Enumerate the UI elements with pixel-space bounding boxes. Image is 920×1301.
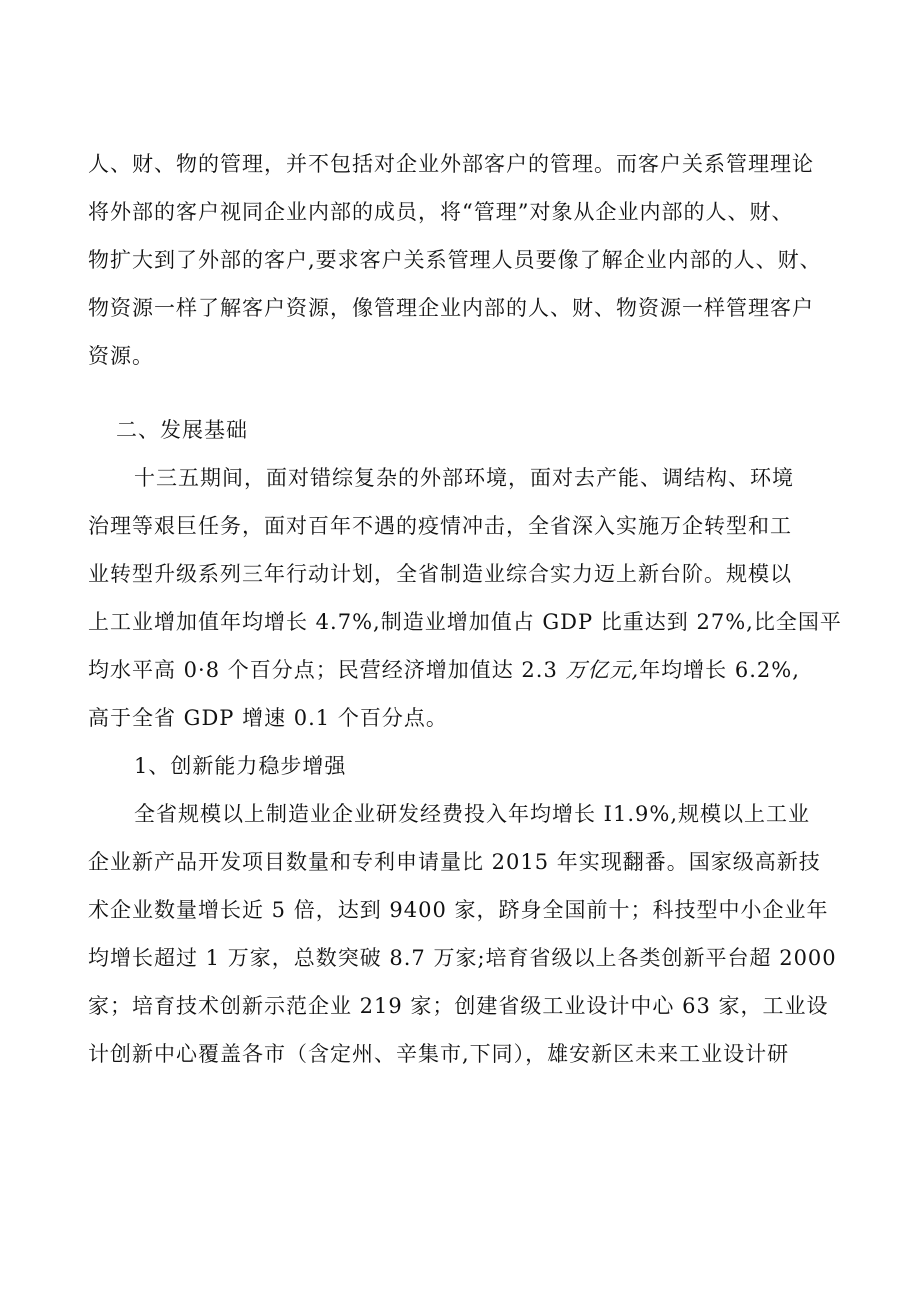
- document-body: [88, 140, 848, 1078]
- text-line: 家；培育技术创新示范企业 219 家；创建省级工业设计中心 63 家，工业设: [88, 994, 829, 1018]
- text-line: 上工业增加值年均增长 4.7%,制造业增加值占 GDP 比重达到 27%,比全国平: [88, 610, 842, 634]
- text-line: 全省规模以上制造业企业研发经费投入年均增长 I1.9%,规模以上工业: [134, 802, 810, 826]
- section-heading-development-foundation: 二、发展基础: [116, 418, 248, 442]
- text-line: 十三五期间，面对错综复杂的外部环境，面对去产能、调结构、环境: [134, 466, 794, 490]
- text-line: 企业新产品开发项目数量和专利申请量比 2015 年实现翻番。国家级高新技: [88, 850, 821, 874]
- text-line: 业转型升级系列三年行动计划，全省制造业综合实力迈上新台阶。规模以: [88, 562, 792, 586]
- subsection-heading-innovation: 1、创新能力稳步增强: [134, 754, 347, 778]
- text-line: 高于全省 GDP 增速 0.1 个百分点。: [88, 706, 448, 730]
- text-segment: 年均增长 6.2%,: [639, 658, 800, 682]
- text-line: 均增长超过 1 万家，总数突破 8.7 万家;培育省级以上各类创新平台超 2000: [88, 946, 837, 970]
- paragraph-spacer: [88, 380, 848, 406]
- text-line: 物资源一样了解客户资源，像管理企业内部的人、财、物资源一样管理客户: [88, 296, 814, 320]
- paragraph-crm-management: [88, 140, 848, 380]
- text-line: 资源。: [88, 344, 154, 368]
- paragraph-thirteenth-five-year: [88, 454, 848, 742]
- text-segment: 均水平高 0·8 个百分点；民营经济增加值达 2.3: [88, 658, 566, 682]
- text-line: 术企业数量增长近 5 倍，达到 9400 家，跻身全国前十；科技型中小企业年: [88, 898, 829, 922]
- text-line: 将外部的客户视同企业内部的成员，将“管理”对象从企业内部的人、财、: [88, 200, 794, 224]
- paragraph-innovation-capability: [88, 790, 848, 1078]
- text-line: 计创新中心覆盖各市（含定州、辛集市,下同），雄安新区未来工业设计研: [88, 1042, 790, 1066]
- text-segment-italic: 万亿元,: [565, 658, 640, 682]
- text-line: [88, 646, 848, 694]
- text-line: 物扩大到了外部的客户,要求客户关系管理人员要像了解企业内部的人、财、: [88, 248, 822, 272]
- text-line: 治理等艰巨任务，面对百年不遇的疫情冲击，全省深入实施万企转型和工: [88, 514, 792, 538]
- text-line: 人、财、物的管理，并不包括对企业外部客户的管理。而客户关系管理理论: [88, 152, 814, 176]
